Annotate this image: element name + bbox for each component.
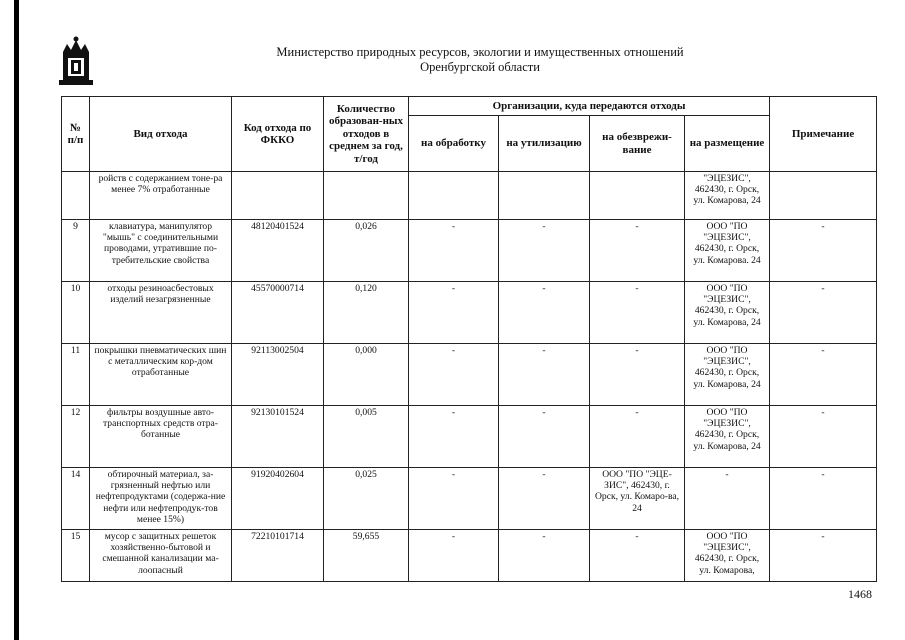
cell-placement: - [685,468,770,530]
cell-processing [409,172,499,220]
cell-qty [324,172,409,220]
cell-qty: 0,025 [324,468,409,530]
cell-processing: - [409,282,499,344]
cell-neutralization: - [590,344,685,406]
region-name: Оренбургской области [420,60,540,74]
cell-note [770,172,877,220]
cell-placement: "ЭЦЕЗИС", 462430, г. Орск, ул. Комарова, 24 [685,172,770,220]
col-header-processing: на обработку [409,116,499,172]
cell-type: фильтры воздушные авто-транспортных средств отра-ботанные [90,406,232,468]
cell-note: - [770,530,877,582]
cell-type: клавиатура, манипулятор "мышь" с соединительными проводами, утратившие по-требительские свойства [90,220,232,282]
cell-neutralization: ООО "ПО "ЭЦЕ-ЗИС", 462430, г. Орск, ул. Комаро-ва, 24 [590,468,685,530]
coat-of-arms-icon [59,36,93,86]
cell-num [62,172,90,220]
page-number: 1468 [848,587,872,601]
cell-utilization: - [499,468,590,530]
cell-note: - [770,468,877,530]
cell-neutralization: - [590,282,685,344]
cell-placement: ООО "ПО "ЭЦЕЗИС", 462430, г. Орск, ул. Комарова. 24 [685,220,770,282]
table-row [62,530,877,582]
cell-code: 91920402604 [232,468,324,530]
cell-utilization: - [499,220,590,282]
cell-utilization: - [499,530,590,582]
cell-processing: - [409,406,499,468]
table-row [62,220,877,282]
cell-processing: - [409,344,499,406]
cell-utilization: - [499,344,590,406]
cell-type: ройств с содержанием тоне-ра менее 7% отработанные [90,172,232,220]
ministry-name: Министерство природных ресурсов, экологии и имущественных отношений [276,45,684,59]
cell-neutralization: - [590,406,685,468]
cell-type: обтирочный материал, за-грязненный нефтью или нефтепродуктами (содержа-ние нефти или нефтепродук-тов менее 15%) [90,468,232,530]
cell-neutralization: - [590,530,685,582]
col-header-org-group: Организации, куда передаются отходы [409,97,770,116]
cell-code: 48120401524 [232,220,324,282]
cell-note: - [770,282,877,344]
cell-code [232,172,324,220]
cell-placement: ООО "ПО "ЭЦЕЗИС", 462430, г. Орск, ул. Комарова, 24 [685,282,770,344]
cell-qty: 0,005 [324,406,409,468]
cell-type: мусор с защитных решеток хозяйственно-бытовой и смешанной канализации ма-лоопасный [90,530,232,582]
cell-num: 11 [62,344,90,406]
col-header-note: Примечание [770,97,877,172]
document-header [200,45,760,75]
col-header-num: № п/п [62,97,90,172]
cell-placement: ООО "ПО "ЭЦЕЗИС", 462430, г. Орск, ул. Комарова, [685,530,770,582]
col-header-neutralization: на обезврежи-вание [590,116,685,172]
page-edge-bar [14,0,19,640]
cell-note: - [770,406,877,468]
cell-processing: - [409,468,499,530]
table-row [62,282,877,344]
cell-qty: 0,000 [324,344,409,406]
cell-utilization: - [499,282,590,344]
cell-qty: 0,120 [324,282,409,344]
col-header-code: Код отхода по ФККО [232,97,324,172]
cell-processing: - [409,220,499,282]
cell-type: покрышки пневматических шин с металлическим кор-дом отработанные [90,344,232,406]
col-header-placement: на размещение [685,116,770,172]
cell-num: 15 [62,530,90,582]
cell-num: 14 [62,468,90,530]
cell-neutralization [590,172,685,220]
cell-num: 12 [62,406,90,468]
cell-neutralization: - [590,220,685,282]
cell-utilization: - [499,406,590,468]
cell-utilization [499,172,590,220]
table-row [62,172,877,220]
cell-type: отходы резиноасбестовых изделий незагрязненные [90,282,232,344]
table-row [62,344,877,406]
cell-code: 92130101524 [232,406,324,468]
cell-qty: 59,655 [324,530,409,582]
col-header-qty: Количество образован-ных отходов в среднем за год, т/год [324,97,409,172]
col-header-utilization: на утилизацию [499,116,590,172]
cell-processing: - [409,530,499,582]
cell-code: 45570000714 [232,282,324,344]
cell-code: 72210101714 [232,530,324,582]
cell-note: - [770,220,877,282]
waste-table [61,96,877,582]
cell-qty: 0,026 [324,220,409,282]
table-row [62,406,877,468]
col-header-type: Вид отхода [90,97,232,172]
cell-placement: ООО "ПО "ЭЦЕЗИС", 462430, г. Орск, ул. Комарова, 24 [685,344,770,406]
cell-code: 92113002504 [232,344,324,406]
cell-note: - [770,344,877,406]
cell-placement: ООО "ПО "ЭЦЕЗИС", 462430, г. Орск, ул. Комарова, 24 [685,406,770,468]
cell-num: 9 [62,220,90,282]
cell-num: 10 [62,282,90,344]
table-row [62,468,877,530]
